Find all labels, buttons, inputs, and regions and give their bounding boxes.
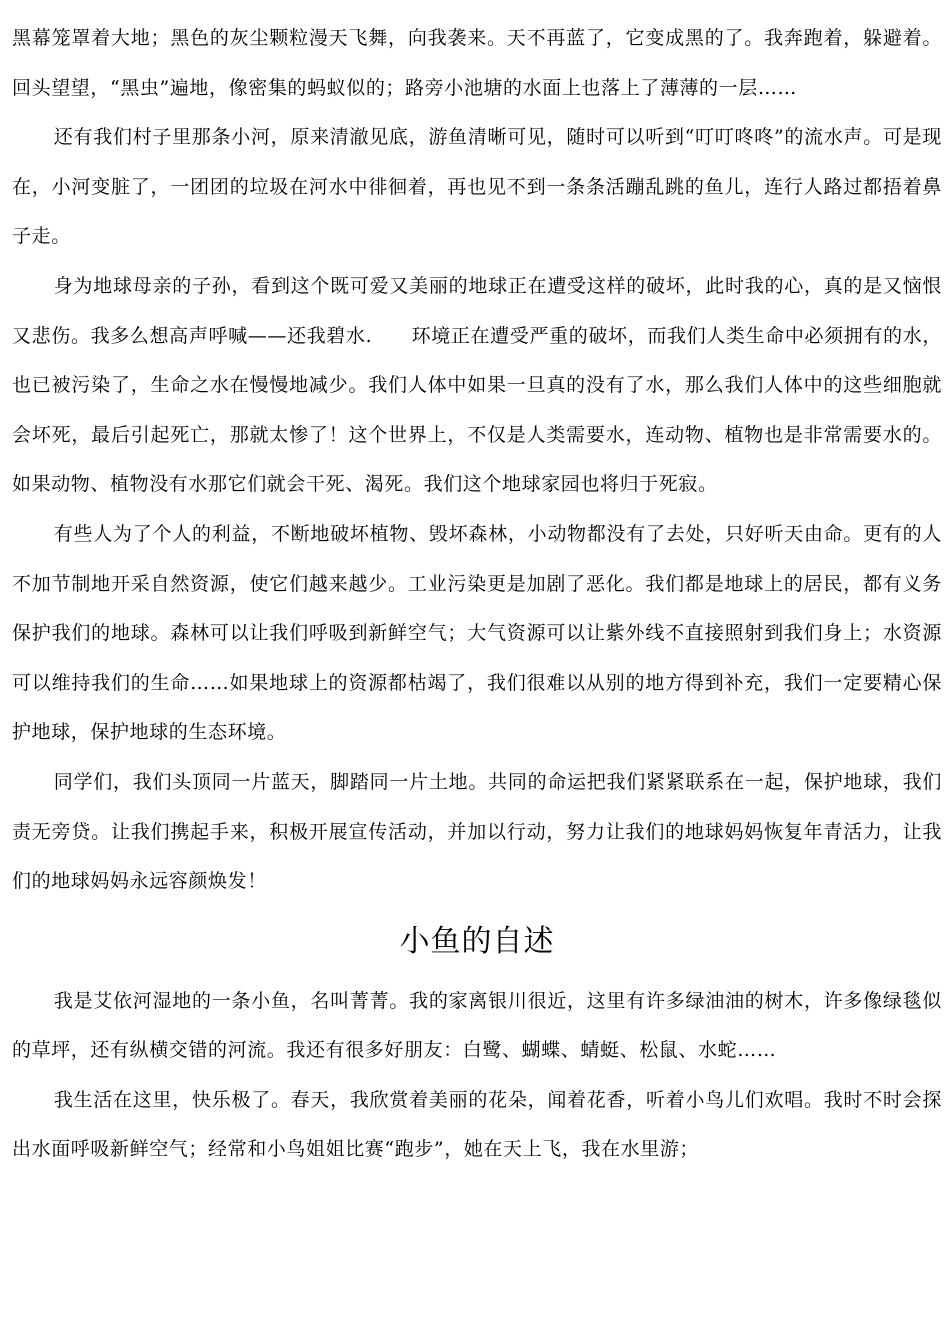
essay-little-fish bbox=[12, 907, 942, 1175]
essay-environment bbox=[12, 14, 942, 907]
document-page bbox=[12, 0, 942, 1175]
essay-title: 小鱼的自述 bbox=[399, 923, 555, 959]
paragraph-resources: 有些人为了个人的利益，不断地破坏植物、毁坏森林，小动物都没有了去处，只好听天由命。更有的人不加节制地开采自然资源，使它们越来越少。工业污染更是加剧了恶化。我们都是地球上的居民，都有义务保护我们的地球。森林可以让我们呼吸到新鲜空气；大气资源可以让紫外线不直接照射到我们身上；水资源可以维持我们的生命……如果地球上的资源都枯竭了，我们很难以从别的地方得到补充，我们一定要精心保护地球，保护地球的生态环境。 bbox=[12, 522, 942, 744]
paragraph-village-river: 还有我们村子里那条小河，原来清澈见底，游鱼清晰可见，随时可以听到“叮叮咚咚”的流水声。可是现在，小河变脏了，一团团的垃圾在河水中徘徊着，再也见不到一条条活蹦乱跳的鱼儿，连行人路过都捂着鼻子走。 bbox=[12, 126, 942, 248]
paragraph-black-dust: 黑幕笼罩着大地；黑色的灰尘颗粒漫天飞舞，向我袭来。天不再蓝了，它变成黑的了。我奔跑着，躲避着。回头望望，“黑虫”遍地，像密集的蚂蚁似的；路旁小池塘的水面上也落上了薄薄的一层…… bbox=[12, 27, 942, 99]
paragraph-fish-intro: 我是艾依河湿地的一条小鱼，名叫菁菁。我的家离银川很近，这里有许多绿油油的树木，许多像绿毯似的草坪，还有纵横交错的河流。我还有很多好朋友：白鹭、蝴蝶、蜻蜓、松鼠、水蛇…… bbox=[12, 989, 942, 1062]
paragraph-earth-water: 身为地球母亲的子孙，看到这个既可爱又美丽的地球正在遭受这样的破坏，此时我的心，真的是又恼恨又悲伤。我多么想高声呼喊——还我碧水. 环境正在遭受严重的破坏，而我们人类生命中必须拥有的水，也已被污染了，生命之水在慢慢地减少。我们人体中如果一旦真的没有了水，那么我们人体中的这些细胞就会坏死，最后引起死亡，那就太惨了！这个世界上，不仅是人类需要水，连动物、植物也是非常需要水的。如果动物、植物没有水那它们就会干死、渴死。我们这个地球家园也将归于死寂。 bbox=[12, 274, 942, 496]
paragraph-fish-spring: 我生活在这里，快乐极了。春天，我欣赏着美丽的花朵，闻着花香，听着小鸟儿们欢唱。我时不时会探出水面呼吸新鲜空气；经常和小鸟姐姐比赛“跑步”，她在天上飞，我在水里游； bbox=[12, 1088, 942, 1161]
paragraph-call-to-action: 同学们，我们头顶同一片蓝天，脚踏同一片土地。共同的命运把我们紧紧联系在一起，保护地球，我们责无旁贷。让我们携起手来，积极开展宣传活动，并加以行动，努力让我们的地球妈妈恢复年青活力，让我们的地球妈妈永远容颜焕发！ bbox=[12, 770, 942, 893]
